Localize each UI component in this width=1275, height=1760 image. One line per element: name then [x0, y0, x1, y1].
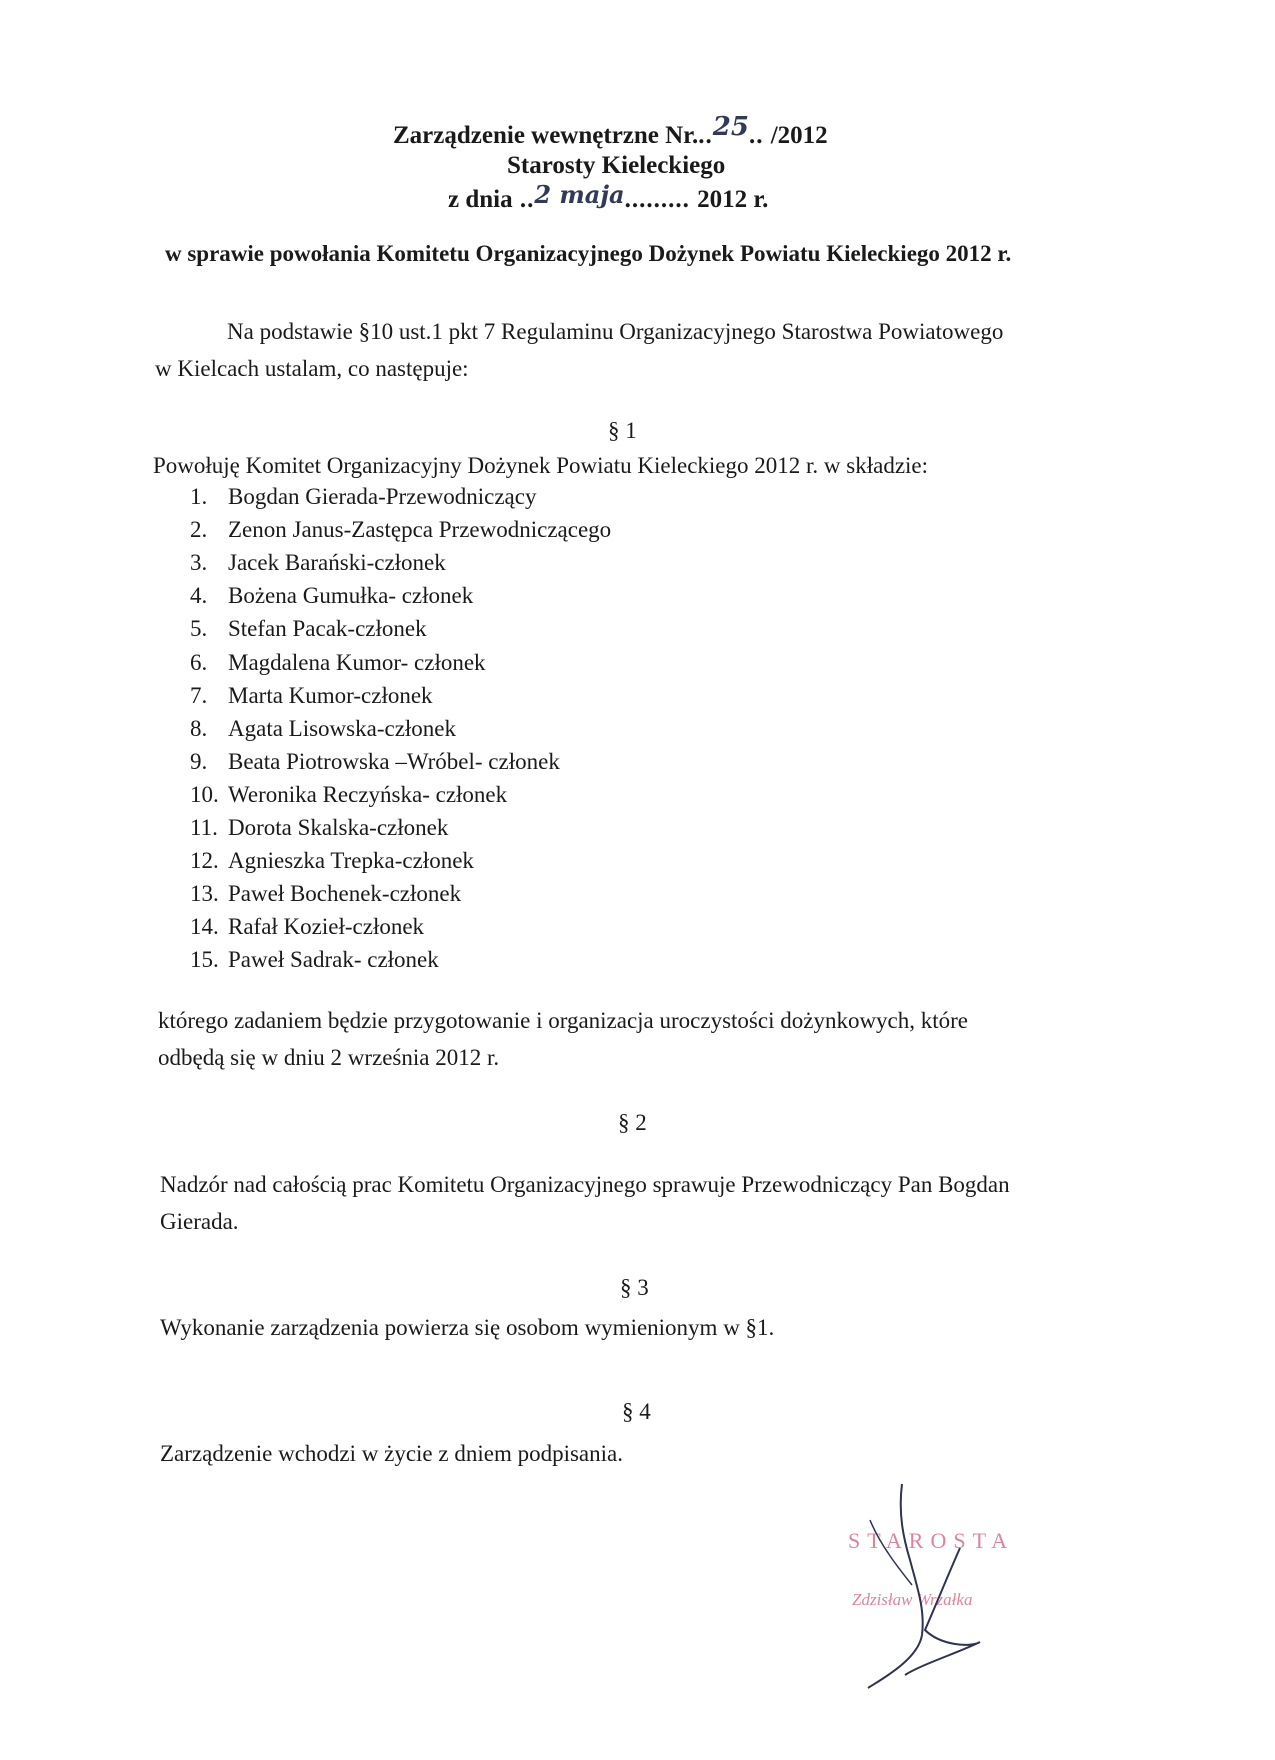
member-number: 4. [190, 583, 208, 608]
date-dots-right: ......... [624, 186, 698, 213]
member-name: Bogdan Gierada-Przewodniczący [228, 484, 537, 509]
member-name: Agnieszka Trepka-członek [228, 848, 474, 873]
date-dots-left: .. [512, 186, 535, 213]
member-number: 15. [190, 947, 219, 972]
member-list-item [190, 517, 611, 543]
preamble-line1: Na podstawie §10 ust.1 pkt 7 Regulaminu Organizacyjnego Starostwa Powiatowego [227, 319, 1004, 344]
member-number: 7. [190, 683, 208, 708]
member-number: 8. [190, 716, 208, 741]
member-name: Paweł Sadrak- członek [228, 947, 439, 972]
member-name: Marta Kumor-członek [228, 683, 433, 708]
document-title-line2: Starosty Kieleckiego [507, 152, 726, 179]
title-suffix: /2012 [770, 122, 828, 149]
member-number: 10. [190, 782, 219, 807]
section4-text: Zarządzenie wchodzi w życie z dniem podpisania. [160, 1441, 623, 1466]
date-suffix: 2012 r. [697, 186, 769, 213]
section3-heading: § 3 [620, 1275, 649, 1300]
member-list-item [190, 616, 427, 642]
member-name: Zenon Janus-Zastępca Przewodniczącego [228, 517, 612, 542]
member-name: Paweł Bochenek-członek [228, 881, 462, 906]
document-title-line3 [448, 180, 769, 214]
member-name: Magdalena Kumor- członek [228, 650, 486, 675]
section3-text: Wykonanie zarządzenia powierza się osobom wymienionym w §1. [160, 1315, 775, 1340]
member-list-item [190, 914, 424, 940]
member-list-item [190, 782, 507, 808]
member-number: 14. [190, 914, 219, 939]
section2-heading: § 2 [618, 1110, 647, 1135]
document-title-line1 [393, 112, 828, 150]
section4-heading: § 4 [622, 1399, 651, 1424]
document-subject: w sprawie powołania Komitetu Organizacyjnego Dożynek Powiatu Kieleckiego 2012 r. [165, 241, 1012, 266]
member-number: 11. [190, 815, 218, 840]
member-number: 13. [190, 881, 219, 906]
member-list-item [190, 749, 560, 775]
member-number: 1. [190, 484, 208, 509]
stamp-name: Zdzisław Wrzałka [852, 1590, 973, 1609]
member-number: 3. [190, 550, 208, 575]
handwritten-date: 2 maja [534, 180, 625, 209]
title-dots-right: .. [748, 122, 771, 149]
section1-intro: Powołuję Komitet Organizacyjny Dożynek Powiatu Kieleckiego 2012 r. w składzie: [153, 453, 929, 478]
task-line1: którego zadaniem będzie przygotowanie i organizacja uroczystości dożynkowych, które [158, 1008, 969, 1033]
member-name: Jacek Barański-członek [228, 550, 446, 575]
member-number: 12. [190, 848, 219, 873]
handwritten-number: 25 [712, 112, 749, 142]
member-name: Bożena Gumułka- członek [228, 583, 474, 608]
member-name: Weronika Reczyńska- członek [228, 782, 508, 807]
section1-heading: § 1 [608, 418, 637, 443]
member-list-item [190, 583, 473, 609]
member-list-item [190, 550, 446, 576]
title-prefix: Zarządzenie wewnętrzne Nr. [393, 122, 699, 149]
stamp-title: STAROSTA [848, 1528, 1015, 1553]
member-list-item [190, 848, 474, 874]
member-list-item [190, 716, 456, 742]
member-list-item [190, 484, 536, 510]
section2-line2: Gierada. [160, 1209, 239, 1234]
preamble-line2: w Kielcach ustalam, co następuje: [155, 356, 469, 381]
member-name: Stefan Pacak-członek [228, 616, 427, 641]
member-list-item [190, 881, 461, 907]
member-name: Rafał Kozieł-członek [228, 914, 425, 939]
section2-line1: Nadzór nad całością prac Komitetu Organizacyjnego sprawuje Przewodniczący Pan Bogdan [160, 1172, 1010, 1197]
member-number: 6. [190, 650, 208, 675]
date-prefix: z dnia [448, 186, 513, 213]
member-list-item [190, 815, 448, 841]
member-name: Beata Piotrowska –Wróbel- członek [228, 749, 560, 774]
member-number: 5. [190, 616, 208, 641]
task-line2: odbędą się w dniu 2 września 2012 r. [158, 1045, 500, 1070]
member-number: 9. [190, 749, 208, 774]
title-dots-left: .. [698, 122, 713, 149]
member-number: 2. [190, 517, 208, 542]
member-list-item [190, 683, 433, 709]
member-list-item [190, 947, 439, 973]
member-name: Agata Lisowska-członek [228, 716, 457, 741]
member-name: Dorota Skalska-członek [228, 815, 449, 840]
member-list-item [190, 650, 486, 676]
